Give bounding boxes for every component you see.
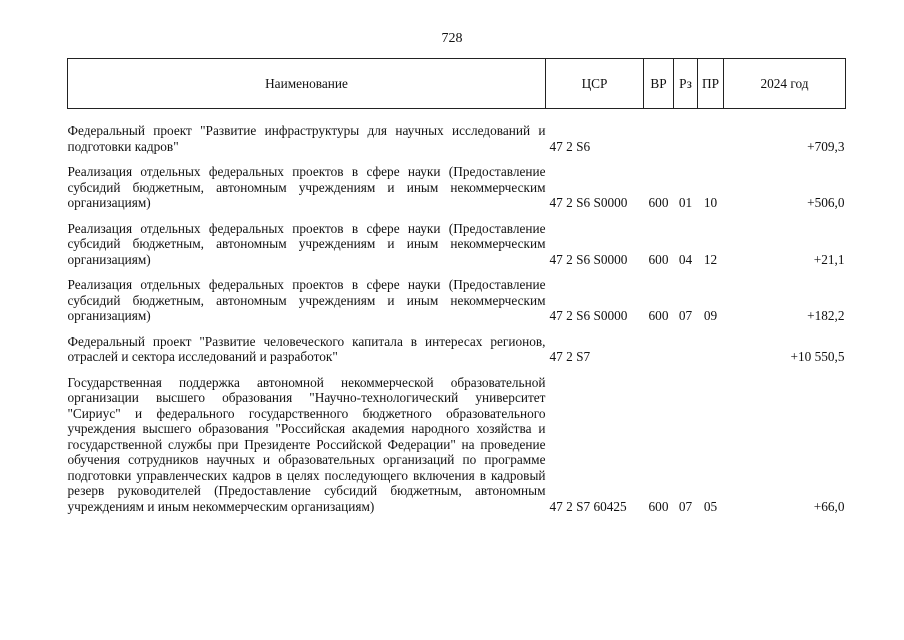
- row-amount: +709,3: [807, 138, 845, 154]
- row-name: Федеральный проект "Развитие человеческого капитала в интересах регионов, отраслей и сектора исследований и разработок": [67, 333, 546, 364]
- table-row: [68, 334, 846, 365]
- table-row: [68, 375, 846, 515]
- row-rz: 07: [678, 308, 693, 323]
- row-vr: 600: [648, 251, 669, 267]
- header-pr: ПР: [698, 59, 724, 109]
- row-name: Реализация отдельных федеральных проектов в сфере науки (Предоставление субсидий бюджетным, автономным учреждениям и иным некоммерческим организациям): [67, 277, 546, 323]
- row-csr: 47 2 S6: [549, 138, 591, 154]
- row-name: Федеральный проект "Развитие инфраструктуры для научных исследований и подготовки кадров": [67, 123, 546, 154]
- table-row: [68, 277, 846, 324]
- row-amount: +21,1: [813, 251, 845, 267]
- row-csr: 47 2 S7: [549, 349, 591, 364]
- row-name: Реализация отдельных федеральных проектов в сфере науки (Предоставление субсидий бюджетным, автономным учреждениям и иным некоммерческим организациям): [67, 164, 546, 210]
- row-vr: 600: [648, 195, 669, 210]
- row-amount: +66,0: [813, 498, 845, 514]
- row-csr: 47 2 S6 S0000: [549, 195, 628, 210]
- row-rz: 04: [678, 251, 693, 267]
- header-rz: Рз: [674, 59, 698, 109]
- row-rz: 01: [678, 195, 693, 210]
- row-amount: +506,0: [807, 195, 845, 210]
- header-year: 2024 год: [724, 59, 846, 109]
- page-number: 728: [441, 31, 463, 46]
- row-name: Государственная поддержка автономной некоммерческой образовательной организации высшего образования "Научно-технологический университет "Сириус" и федерального государственного бюджетного образовательного учреждения высшего образования "Российская академия народного хозяйства и государственной службы при Президенте Российской Федерации" на проведение обучения сотрудников научных и образовательных организаций по программе подготовки управленческих кадров в целях последующего включения в кадровый резерв руководителей (Предоставление субсидий бюджетным, автономным учреждениям и иным некоммерческим организациям): [67, 374, 546, 514]
- table-row: [68, 123, 846, 154]
- row-csr: 47 2 S6 S0000: [549, 308, 628, 323]
- row-rz: 07: [678, 498, 693, 514]
- row-pr: 05: [703, 498, 718, 514]
- row-pr: [698, 334, 724, 365]
- header-name: Наименование: [68, 59, 546, 109]
- budget-table: [67, 58, 846, 514]
- row-vr: [644, 123, 674, 154]
- header-csr: ЦСР: [546, 59, 644, 109]
- row-vr: 600: [648, 308, 669, 323]
- row-pr: 09: [703, 308, 718, 323]
- table-row: [68, 221, 846, 268]
- row-pr: 12: [703, 251, 718, 267]
- row-csr: 47 2 S6 S0000: [549, 251, 628, 267]
- row-rz: [674, 123, 698, 154]
- row-name: Реализация отдельных федеральных проектов в сфере науки (Предоставление субсидий бюджетным, автономным учреждениям и иным некоммерческим организациям): [67, 220, 546, 267]
- row-vr: 600: [648, 498, 669, 514]
- table-header-row: [68, 59, 846, 109]
- row-amount: +182,2: [807, 308, 845, 323]
- row-pr: [698, 123, 724, 154]
- row-vr: [644, 334, 674, 365]
- header-vr: ВР: [644, 59, 674, 109]
- row-rz: [674, 334, 698, 365]
- table-row: [68, 164, 846, 211]
- row-pr: 10: [703, 195, 718, 210]
- row-amount: +10 550,5: [790, 349, 845, 364]
- row-csr: 47 2 S7 60425: [549, 498, 627, 514]
